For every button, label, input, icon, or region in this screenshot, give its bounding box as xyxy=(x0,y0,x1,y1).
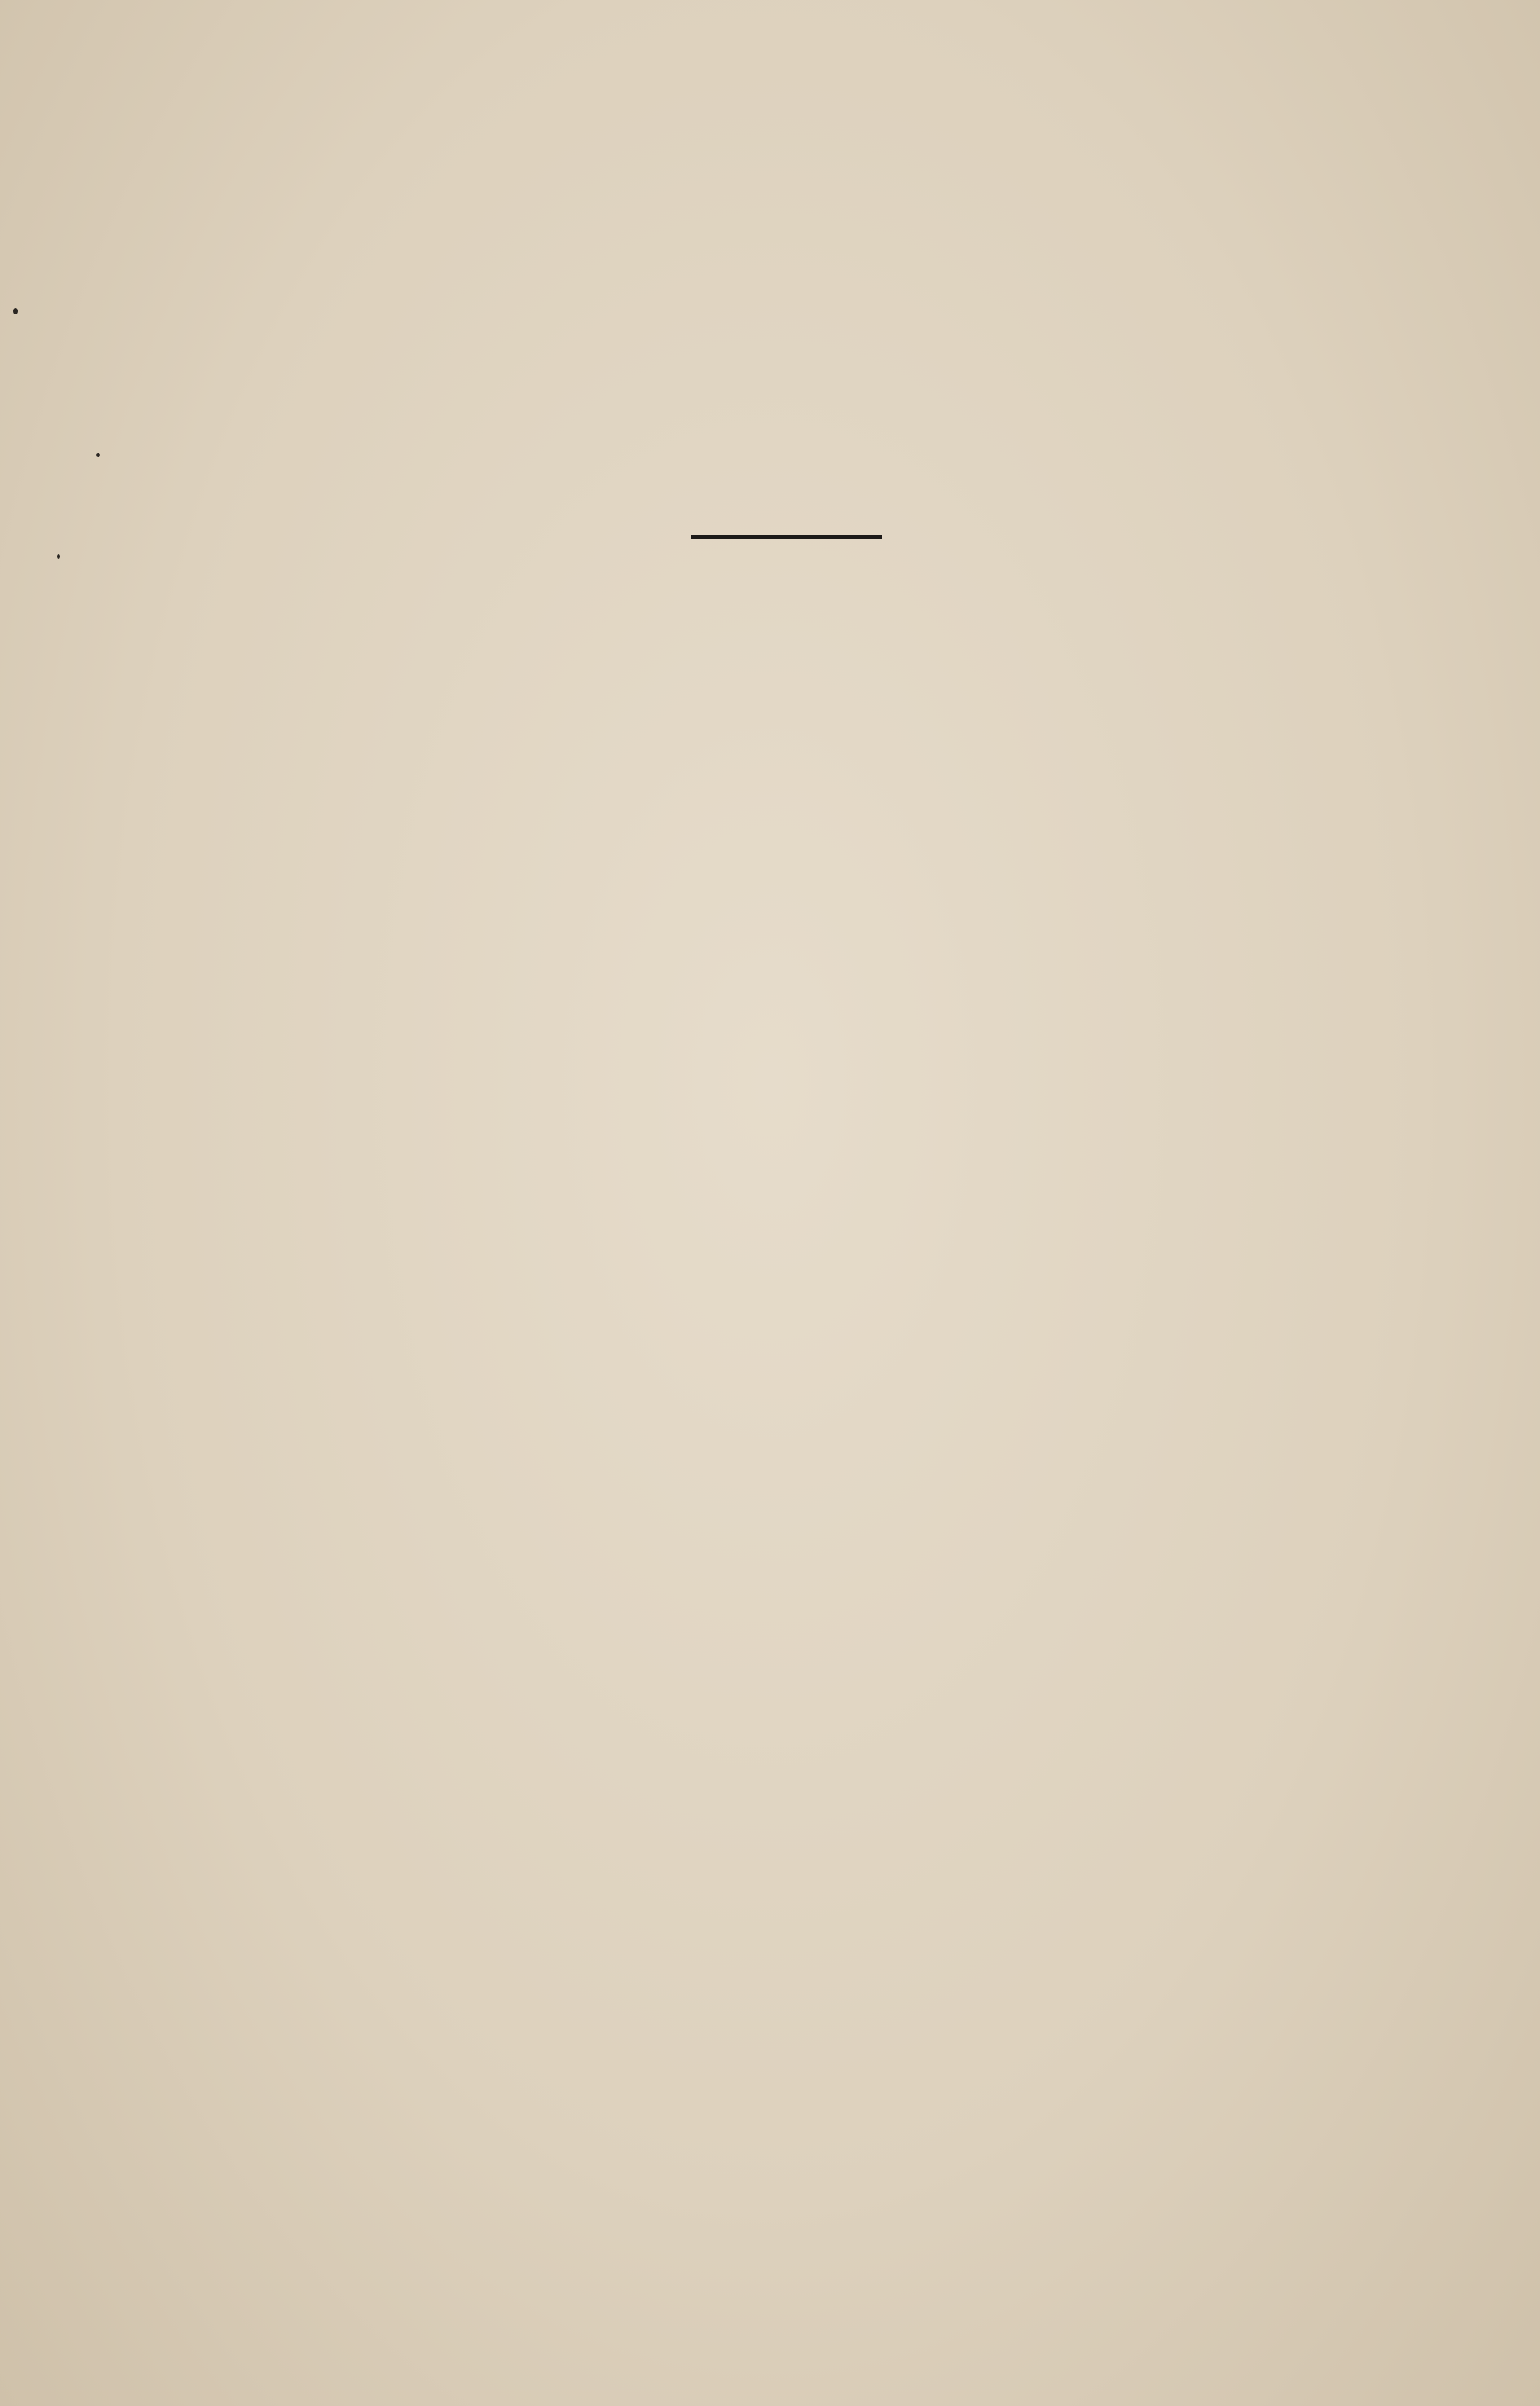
ink-speck xyxy=(13,308,18,314)
section-divider xyxy=(691,535,882,539)
ink-speck xyxy=(96,453,100,457)
ink-speck xyxy=(57,554,60,559)
